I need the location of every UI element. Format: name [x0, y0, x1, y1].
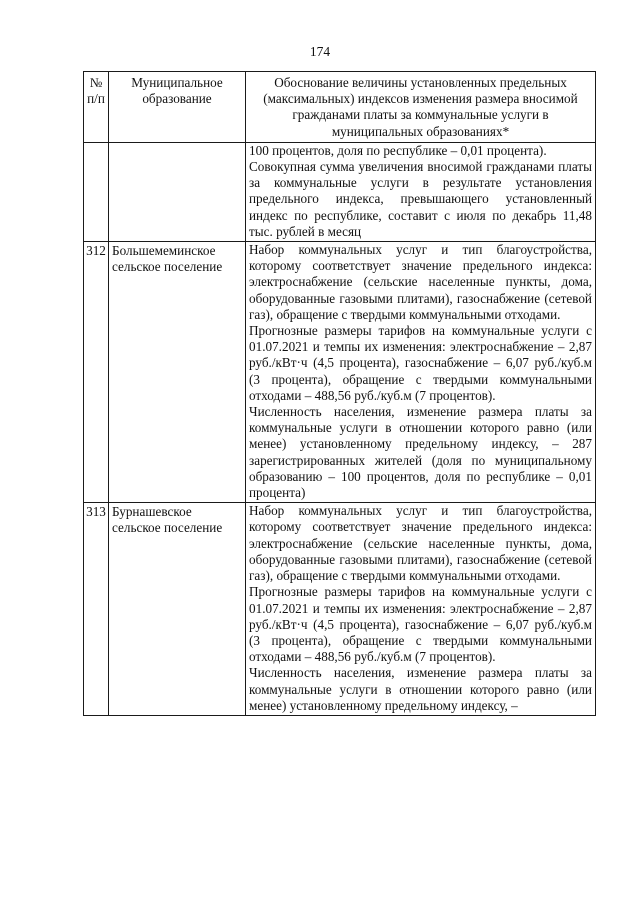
justification-paragraph: Прогнозные размеры тарифов на коммунальные услуги с 01.07.2021 и темпы их изменения: электроснабжение – 2,87 руб./кВт·ч (4,5 процента), газоснабжение – 6,07 руб./куб.м (3 процента), обращение с твердыми коммунальными отходами – 488,56 руб./куб.м (7 процентов). — [249, 323, 592, 403]
table-row — [84, 242, 596, 503]
header-justification: Обоснование величины установленных предельных (максимальных) индексов изменения размера вносимой гражданами платы за коммунальные услуги в муниципальных образованиях* — [246, 72, 596, 143]
header-num: № п/п — [84, 72, 109, 143]
tariff-index-table — [83, 71, 596, 716]
justification-paragraph: Набор коммунальных услуг и тип благоустройства, которому соответствует значение предельного индекса: электроснабжение (сельские населенные пункты, дома, оборудованные газовыми плитами), газоснабжение (сетевой газ), обращение с твердыми коммунальными отходами. — [249, 242, 592, 322]
row-justification — [246, 242, 596, 503]
justification-paragraph: Численность населения, изменение размера платы за коммунальные услуги в отношении которого равно (или менее) установленному предельному индексу, – — [249, 665, 592, 713]
row-num: 312 — [84, 242, 109, 503]
table-row — [84, 503, 596, 716]
row-num: 313 — [84, 503, 109, 716]
table-row — [84, 142, 596, 241]
row-justification — [246, 503, 596, 716]
row-num — [84, 142, 109, 241]
justification-paragraph: Набор коммунальных услуг и тип благоустройства, которому соответствует значение предельного индекса: электроснабжение (сельские населенные пункты, дома, оборудованные газовыми плитами), газоснабжение (сетевой газ), обращение с твердыми коммунальными отходами. — [249, 503, 592, 584]
row-justification — [246, 142, 596, 241]
justification-paragraph: Прогнозные размеры тарифов на коммунальные услуги с 01.07.2021 и темпы их изменения: электроснабжение – 2,87 руб./кВт·ч (4,5 процента), газоснабжение – 6,07 руб./куб.м (3 процента), обращение с твердыми коммунальными отходами – 488,56 руб./куб.м (7 процентов). — [249, 584, 592, 665]
row-municipality: Большемеминское сельское поселение — [109, 242, 246, 503]
row-municipality: Бурнашевское сельское поселение — [109, 503, 246, 716]
justification-paragraph: Численность населения, изменение размера платы за коммунальные услуги в отношении которого равно (или менее) установленному предельному индексу, – 287 зарегистрированных жителей (доля по муниципальному образованию – 100 процентов, доля по республике – 0,01 процента) — [249, 404, 592, 501]
justification-paragraph: 100 процентов, доля по республике – 0,01 процента). — [249, 142, 547, 158]
page-number: 174 — [309, 44, 331, 59]
header-municipality: Муниципальное образование — [109, 72, 246, 143]
justification-paragraph: Совокупная сумма увеличения вносимой гражданами платы за коммунальные услуги в результате установления предельного индекса, превышающего установленный индекс по республике, составит с июля по декабрь 11,48 тыс. рублей в месяц — [249, 159, 592, 239]
table-header-row — [84, 72, 596, 143]
row-municipality — [109, 142, 246, 241]
